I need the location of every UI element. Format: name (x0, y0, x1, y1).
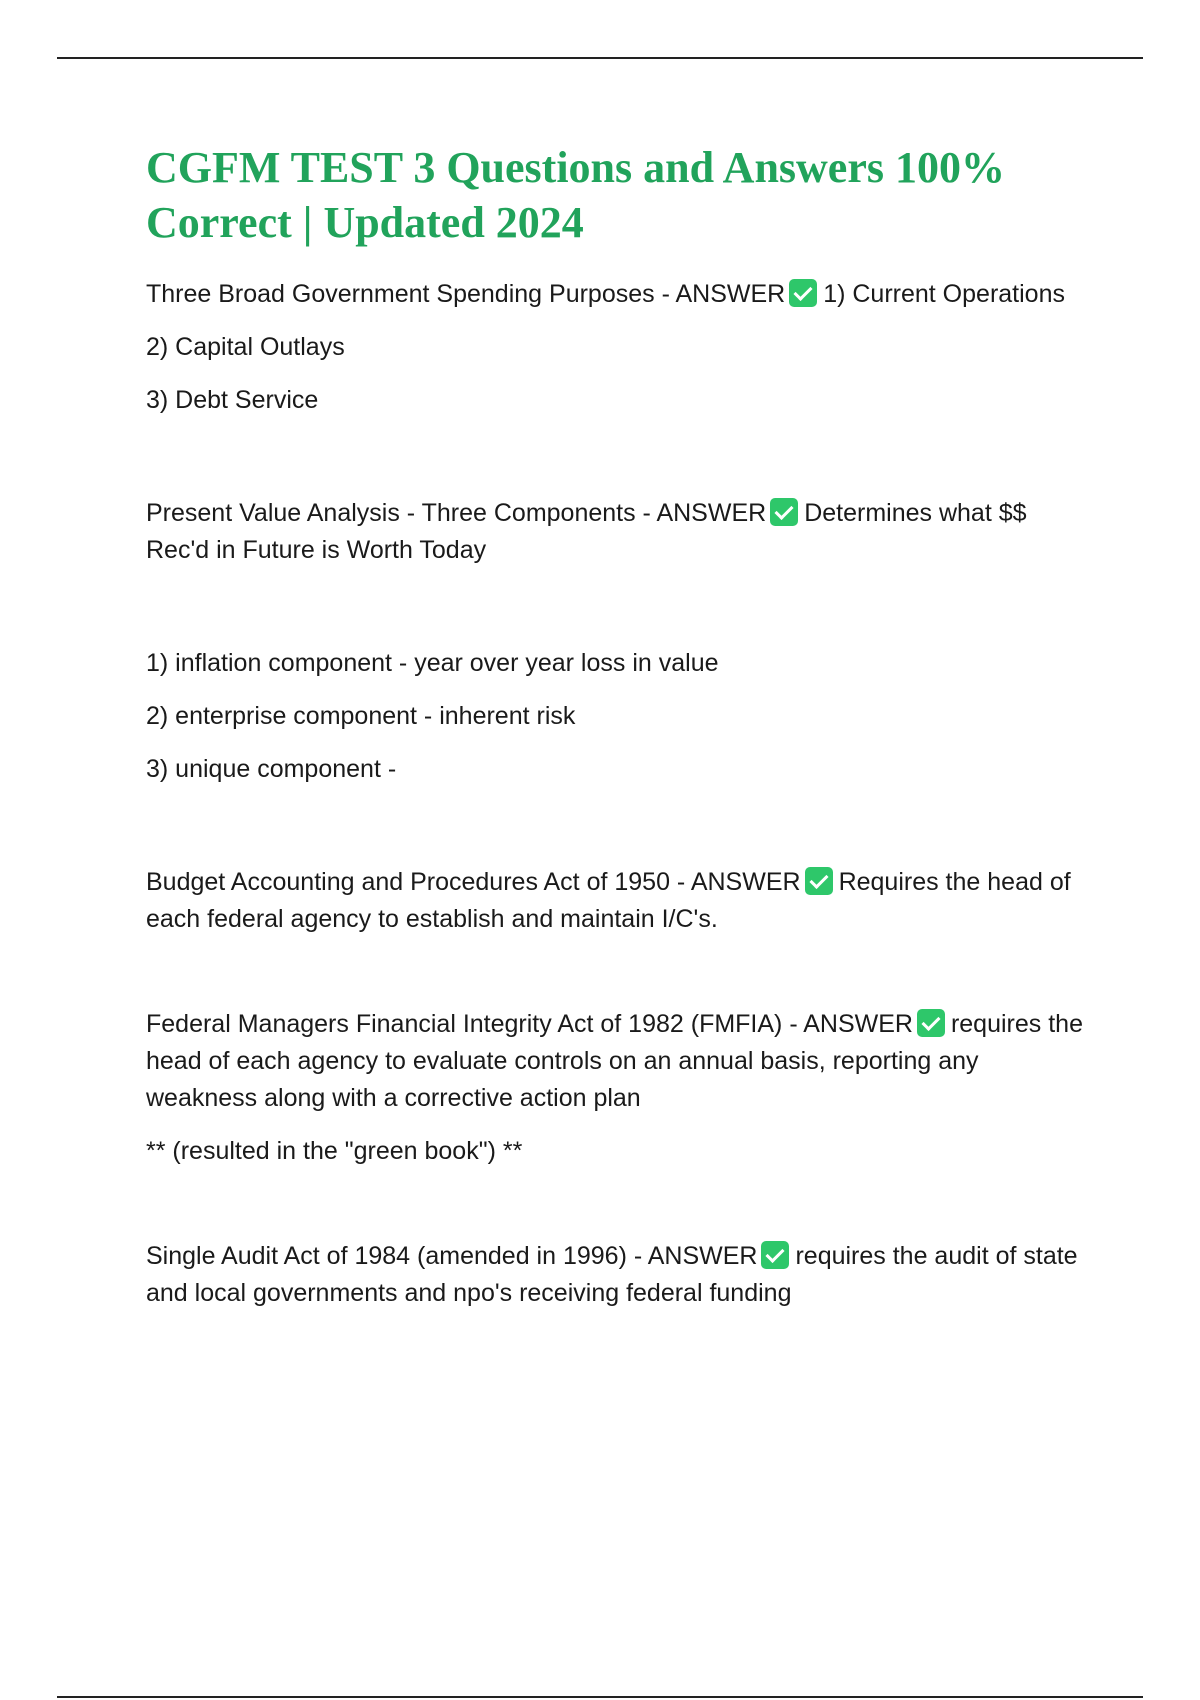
qa-item (146, 1238, 1096, 1312)
qa-item (146, 1006, 1096, 1170)
answer-text: Requires the head of each federal agency to establish and maintain I/C's. (146, 868, 1071, 933)
qa-question-line (146, 1006, 1096, 1117)
qa-question-line (146, 495, 1096, 569)
top-divider (57, 57, 1143, 59)
qa-item (146, 864, 1096, 938)
bottom-divider (57, 1696, 1143, 1698)
answer-note: ** (resulted in the "green book") ** (146, 1137, 523, 1165)
check-mark-icon (789, 279, 817, 307)
answer-line: 3) unique component - (146, 755, 397, 783)
qa-question-line (146, 864, 1096, 938)
check-mark-icon (770, 498, 798, 526)
question-text: Single Audit Act of 1984 (amended in 1996) - ANSWER (146, 1242, 758, 1270)
document-body (146, 140, 1096, 1328)
qa-item (146, 276, 1096, 419)
answer-line: 3) Debt Service (146, 386, 319, 414)
qa-item (146, 495, 1096, 788)
answer-text: Determines what $$ Rec'd in Future is Worth Today (146, 499, 1027, 564)
check-mark-icon (761, 1241, 789, 1269)
answer-line: 2) Capital Outlays (146, 333, 345, 361)
check-mark-icon (805, 867, 833, 895)
question-text: Federal Managers Financial Integrity Act of 1982 (FMFIA) - ANSWER (146, 1010, 913, 1038)
answer-text: requires the head of each agency to evaluate controls on an annual basis, reporting any weakness along with a corrective action plan (146, 1010, 1083, 1112)
qa-question-line (146, 276, 1096, 313)
answer-text: 1) Current Operations (823, 280, 1065, 308)
answer-line: 1) inflation component - year over year loss in value (146, 649, 719, 677)
question-text: Present Value Analysis - Three Components - ANSWER (146, 499, 767, 527)
question-text: Three Broad Government Spending Purposes - ANSWER (146, 280, 786, 308)
answer-line: 2) enterprise component - inherent risk (146, 702, 576, 730)
answer-text: requires the audit of state and local governments and npo's receiving federal funding (146, 1242, 1078, 1307)
question-text: Budget Accounting and Procedures Act of 1950 - ANSWER (146, 868, 801, 896)
check-mark-icon (917, 1009, 945, 1037)
document-title: CGFM TEST 3 Questions and Answers 100% Correct | Updated 2024 (146, 143, 1005, 247)
qa-question-line (146, 1238, 1096, 1312)
